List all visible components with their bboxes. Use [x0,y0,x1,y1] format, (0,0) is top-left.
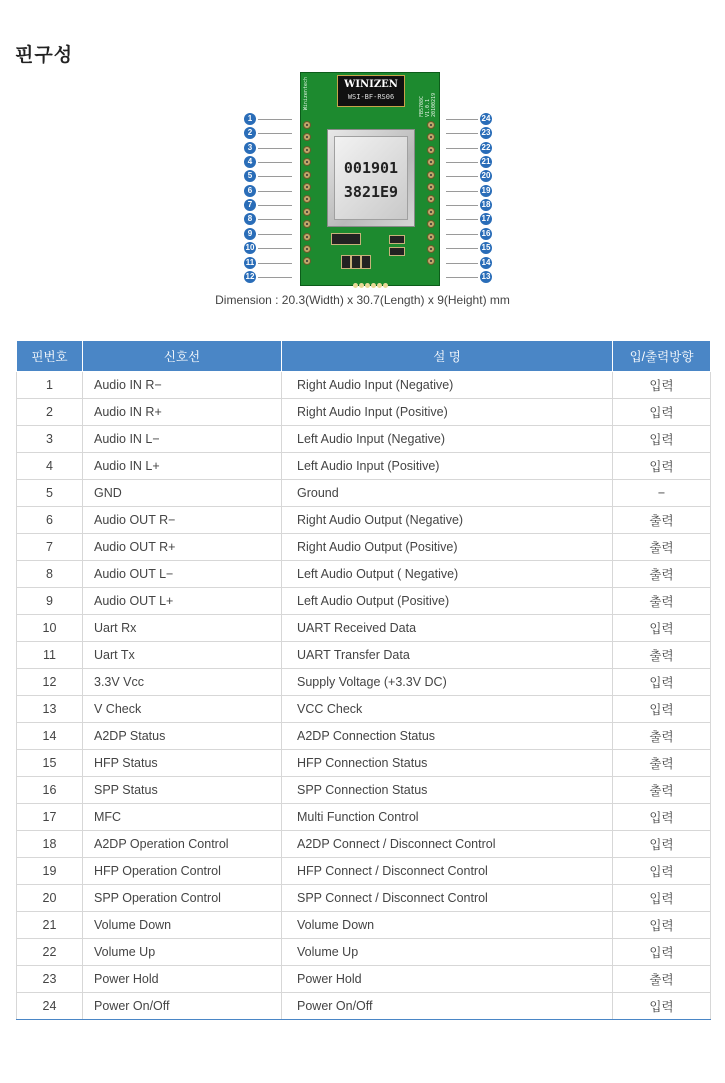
pin-number-badge: 2 [244,127,256,139]
silk-side-text: Winizentech [303,77,309,111]
pin-number-badge: 22 [481,142,491,152]
pin-number-cell: 19 [17,858,83,885]
pin-label-right [480,242,492,254]
pin-label-left [244,213,256,225]
pin-table [16,340,711,1020]
direction-cell: 출력 [613,966,711,993]
pin-hole [303,121,311,129]
signal-cell: Volume Up [83,939,282,966]
pin-number-badge: 11 [245,257,255,267]
table-row [17,480,711,507]
table-row [17,642,711,669]
pin-hole [427,121,435,129]
direction-cell: − [613,480,711,507]
table-row [17,534,711,561]
table-row [17,831,711,858]
signal-cell: A2DP Status [83,723,282,750]
leader-line [258,162,292,163]
pin-number-badge: 18 [481,200,491,210]
signal-cell: SPP Operation Control [83,885,282,912]
pin-label-right [480,170,492,182]
pin-label-right [480,199,492,211]
leader-line [446,248,478,249]
pin-number-cell: 24 [17,993,83,1020]
leader-line [446,219,478,220]
signal-cell: V Check [83,696,282,723]
signal-cell: 3.3V Vcc [83,669,282,696]
description-cell: Right Audio Input (Positive) [282,399,613,426]
header-signal: 신호선 [83,341,282,372]
direction-cell: 입력 [613,399,711,426]
pin-number-cell: 16 [17,777,83,804]
leader-line [258,205,292,206]
signal-cell: Uart Rx [83,615,282,642]
pin-label-left [244,271,256,283]
description-cell: HFP Connect / Disconnect Control [282,858,613,885]
table-row [17,966,711,993]
description-cell: A2DP Connection Status [282,723,613,750]
signal-cell: Audio OUT R− [83,507,282,534]
pin-number-cell: 12 [17,669,83,696]
pin-number-badge: 14 [481,257,491,267]
direction-cell: 입력 [613,426,711,453]
dimension-text: Dimension : 20.3(Width) x 30.7(Length) x 9(Height) mm [215,293,510,307]
pin-number-badge: 21 [481,157,491,167]
chip-code-line1: 001901 [343,159,399,177]
direction-cell: 입력 [613,912,711,939]
pin-hole [427,195,435,203]
pin-hole [427,146,435,154]
description-cell: Left Audio Input (Negative) [282,426,613,453]
description-cell: UART Received Data [282,615,613,642]
table-row [17,615,711,642]
description-cell: Multi Function Control [282,804,613,831]
description-cell: SPP Connection Status [282,777,613,804]
pin-number-badge: 16 [481,228,491,238]
pin-label-left [244,257,256,269]
pin-number-badge: 24 [481,114,491,123]
pin-number-cell: 2 [17,399,83,426]
pin-hole [303,183,311,191]
signal-cell: Audio IN L− [83,426,282,453]
leader-line [446,133,478,134]
pin-label-right [480,127,492,139]
pin-hole [303,171,311,179]
pin-label-right [480,156,492,168]
pin-label-right [480,185,492,197]
capacitor-component [331,233,361,245]
pin-hole [303,158,311,166]
direction-cell: 입력 [613,831,711,858]
pin-label-right [480,257,492,269]
pin-number-badge: 23 [481,128,491,138]
description-cell: Supply Voltage (+3.3V DC) [282,669,613,696]
pin-label-left [244,228,256,240]
signal-cell: A2DP Operation Control [83,831,282,858]
pin-number-badge: 3 [244,142,256,154]
leader-line [446,277,478,278]
table-row [17,453,711,480]
description-cell: Volume Up [282,939,613,966]
pin-label-left [244,127,256,139]
description-cell: UART Transfer Data [282,642,613,669]
antenna-model: WSI-BF-RS06 [347,93,395,101]
antenna-brand: WINIZEN [344,79,398,90]
description-cell: HFP Connection Status [282,750,613,777]
direction-cell: 출력 [613,777,711,804]
pin-hole [303,208,311,216]
pin-number-cell: 14 [17,723,83,750]
direction-cell: 입력 [613,453,711,480]
pin-number-cell: 23 [17,966,83,993]
direction-cell: 출력 [613,750,711,777]
pin-label-left [244,170,256,182]
resistor-component [389,247,405,256]
description-cell: Right Audio Input (Negative) [282,372,613,399]
table-row [17,399,711,426]
pin-number-cell: 10 [17,615,83,642]
pin-hole [303,195,311,203]
antenna-module [337,75,405,107]
pin-number-cell: 7 [17,534,83,561]
pin-number-badge: 7 [244,199,256,211]
signal-cell: Power Hold [83,966,282,993]
direction-cell: 입력 [613,615,711,642]
description-cell: Left Audio Output ( Negative) [282,561,613,588]
pin-label-right [480,113,492,125]
table-row [17,669,711,696]
resistor-component [389,235,405,244]
pin-number-badge: 19 [481,185,491,195]
chip-component [341,255,351,269]
table-row [17,426,711,453]
table-row [17,912,711,939]
right-pin-header [427,121,437,270]
table-row [17,885,711,912]
pin-number-cell: 5 [17,480,83,507]
pin-number-cell: 4 [17,453,83,480]
pin-number-cell: 13 [17,696,83,723]
pin-number-badge: 8 [244,213,256,225]
description-cell: Right Audio Output (Negative) [282,507,613,534]
signal-cell: Audio OUT L+ [83,588,282,615]
pin-number-badge: 6 [244,185,256,197]
table-row [17,858,711,885]
pin-number-badge: 1 [244,113,256,125]
pin-hole [427,183,435,191]
description-cell: Left Audio Input (Positive) [282,453,613,480]
table-row [17,993,711,1020]
pin-number-cell: 15 [17,750,83,777]
table-row [17,804,711,831]
direction-cell: 입력 [613,804,711,831]
pin-number-badge: 10 [245,243,255,253]
chip-component [361,255,371,269]
description-cell: SPP Connect / Disconnect Control [282,885,613,912]
signal-cell: Power On/Off [83,993,282,1020]
pin-hole [427,158,435,166]
signal-cell: GND [83,480,282,507]
leader-line [446,191,478,192]
pin-number-cell: 1 [17,372,83,399]
left-pin-header [303,121,313,270]
pin-number-cell: 11 [17,642,83,669]
description-cell: VCC Check [282,696,613,723]
leader-line [446,119,478,120]
signal-cell: Audio IN L+ [83,453,282,480]
pin-number-cell: 18 [17,831,83,858]
pin-hole [303,245,311,253]
pin-hole [427,245,435,253]
table-row [17,723,711,750]
direction-cell: 입력 [613,885,711,912]
module-diagram [238,70,508,285]
signal-cell: MFC [83,804,282,831]
description-cell: Left Audio Output (Positive) [282,588,613,615]
table-row [17,696,711,723]
signal-cell: Audio OUT R+ [83,534,282,561]
signal-cell: Audio IN R+ [83,399,282,426]
leader-line [258,234,292,235]
signal-cell: HFP Operation Control [83,858,282,885]
pin-number-cell: 21 [17,912,83,939]
pin-label-right [480,271,492,283]
direction-cell: 출력 [613,561,711,588]
pin-number-badge: 9 [244,228,256,240]
direction-cell: 입력 [613,858,711,885]
leader-line [258,148,292,149]
leader-line [446,162,478,163]
pin-label-left [244,242,256,254]
direction-cell: 입력 [613,696,711,723]
leader-line [446,234,478,235]
pin-hole [427,220,435,228]
pin-hole [427,171,435,179]
signal-cell: HFP Status [83,750,282,777]
description-cell: Right Audio Output (Positive) [282,534,613,561]
direction-cell: 출력 [613,534,711,561]
direction-cell: 입력 [613,939,711,966]
leader-line [446,263,478,264]
description-cell: Power Hold [282,966,613,993]
pin-hole [303,133,311,141]
pin-hole [427,133,435,141]
pin-number-badge: 5 [244,170,256,182]
page-title: 핀구성 [15,44,74,66]
pin-label-left [244,113,256,125]
pin-number-badge: 13 [481,271,491,281]
pin-label-right [480,213,492,225]
pin-hole [427,208,435,216]
direction-cell: 출력 [613,642,711,669]
bottom-pin-header [353,273,393,281]
direction-cell: 입력 [613,993,711,1020]
table-row [17,561,711,588]
signal-cell: Audio OUT L− [83,561,282,588]
table-row [17,750,711,777]
direction-cell: 출력 [613,507,711,534]
pin-number-badge: 12 [245,271,255,281]
leader-line [258,263,292,264]
pin-number-badge: 17 [481,214,491,224]
signal-cell: Uart Tx [83,642,282,669]
table-header-row [17,341,711,372]
description-cell: Power On/Off [282,993,613,1020]
description-cell: A2DP Connect / Disconnect Control [282,831,613,858]
table-row [17,588,711,615]
leader-line [258,119,292,120]
chip-code-line2: 3821E9 [343,183,399,201]
header-description: 설 명 [282,341,613,372]
pin-label-right [480,142,492,154]
silk-right-text: FB5708C V1.0.1 20100219 [419,92,437,117]
pin-hole [303,220,311,228]
pin-label-left [244,156,256,168]
table-row [17,507,711,534]
pin-number-cell: 17 [17,804,83,831]
chip-component [351,255,361,269]
pin-number-cell: 20 [17,885,83,912]
pin-hole [427,233,435,241]
pin-hole [303,233,311,241]
leader-line [258,248,292,249]
rf-shield [327,129,415,227]
pin-number-cell: 3 [17,426,83,453]
leader-line [258,191,292,192]
direction-cell: 출력 [613,588,711,615]
pin-hole [427,257,435,265]
header-pin-number: 핀번호 [17,341,83,372]
leader-line [258,176,292,177]
pin-label-left [244,199,256,211]
pcb-board [300,72,440,286]
leader-line [446,148,478,149]
table-row [17,777,711,804]
leader-line [446,205,478,206]
signal-cell: SPP Status [83,777,282,804]
pin-label-left [244,142,256,154]
leader-line [446,176,478,177]
direction-cell: 입력 [613,669,711,696]
leader-line [258,133,292,134]
table-row [17,372,711,399]
pin-number-cell: 22 [17,939,83,966]
pin-hole [303,146,311,154]
pin-number-badge: 15 [481,243,491,253]
pin-number-badge: 4 [244,156,256,168]
direction-cell: 출력 [613,723,711,750]
signal-cell: Audio IN R− [83,372,282,399]
pin-label-left [244,185,256,197]
pin-number-cell: 6 [17,507,83,534]
leader-line [258,277,292,278]
direction-cell: 입력 [613,372,711,399]
pin-number-cell: 8 [17,561,83,588]
pin-hole [303,257,311,265]
pin-number-cell: 9 [17,588,83,615]
table-row [17,939,711,966]
leader-line [258,219,292,220]
description-cell: Volume Down [282,912,613,939]
pin-number-badge: 20 [481,171,491,181]
signal-cell: Volume Down [83,912,282,939]
description-cell: Ground [282,480,613,507]
header-direction: 입/출력방향 [613,341,711,372]
pin-label-right [480,228,492,240]
